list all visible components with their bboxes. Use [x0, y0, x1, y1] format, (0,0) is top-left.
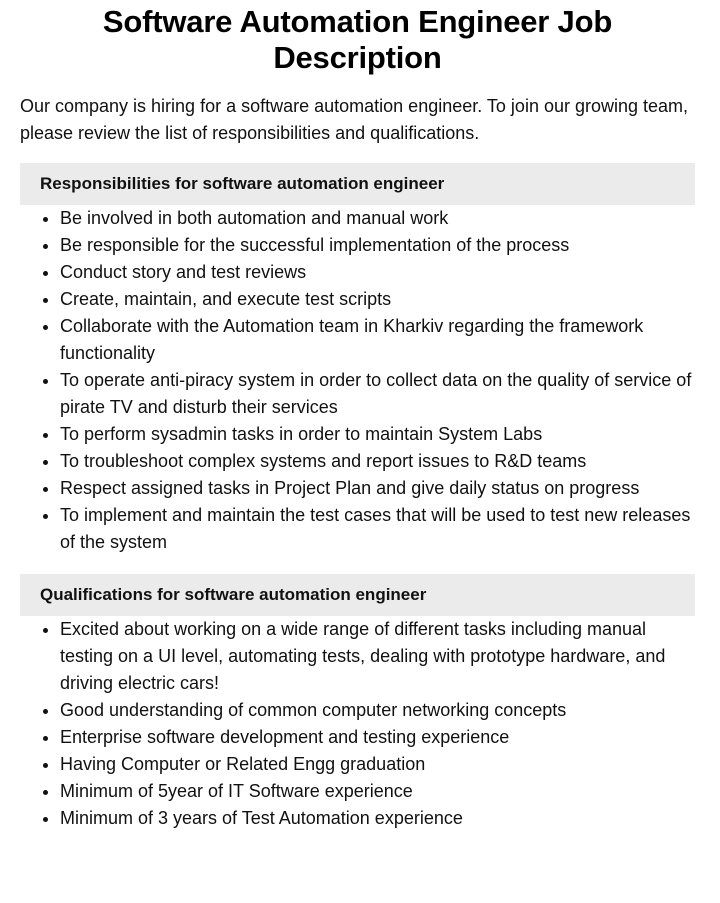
list-item: Collaborate with the Automation team in Kharkiv regarding the framework functionality	[20, 313, 695, 367]
intro-paragraph: Our company is hiring for a software automation engineer. To join our growing team, please review the list of responsibilities and qualifications.	[20, 96, 689, 143]
list-item: Conduct story and test reviews	[20, 259, 695, 286]
list-item: To perform sysadmin tasks in order to maintain System Labs	[20, 421, 695, 448]
page-title: Software Automation Engineer Job Description	[102, 4, 613, 75]
qualifications-heading: Qualifications for software automation engineer	[20, 574, 695, 616]
list-item: Minimum of 3 years of Test Automation experience	[20, 805, 695, 832]
list-item: To troubleshoot complex systems and report issues to R&D teams	[20, 448, 695, 475]
list-item: To implement and maintain the test cases that will be used to test new releases of the system	[20, 502, 695, 556]
list-item: To operate anti-piracy system in order to collect data on the quality of service of pirate TV and disturb their services	[20, 367, 695, 421]
list-item: Be involved in both automation and manual work	[20, 205, 695, 232]
responsibilities-heading: Responsibilities for software automation engineer	[20, 163, 695, 205]
qualifications-list	[20, 616, 695, 832]
list-item: Enterprise software development and testing experience	[20, 724, 695, 751]
list-item: Create, maintain, and execute test scripts	[20, 286, 695, 313]
list-item: Minimum of 5year of IT Software experience	[20, 778, 695, 805]
list-item: Excited about working on a wide range of different tasks including manual testing on a UI level, automating tests, dealing with prototype hardware, and driving electric cars!	[20, 616, 695, 697]
list-item: Good understanding of common computer networking concepts	[20, 697, 695, 724]
responsibilities-list	[20, 205, 695, 556]
list-item: Respect assigned tasks in Project Plan and give daily status on progress	[20, 475, 695, 502]
list-item: Be responsible for the successful implementation of the process	[20, 232, 695, 259]
list-item: Having Computer or Related Engg graduation	[20, 751, 695, 778]
